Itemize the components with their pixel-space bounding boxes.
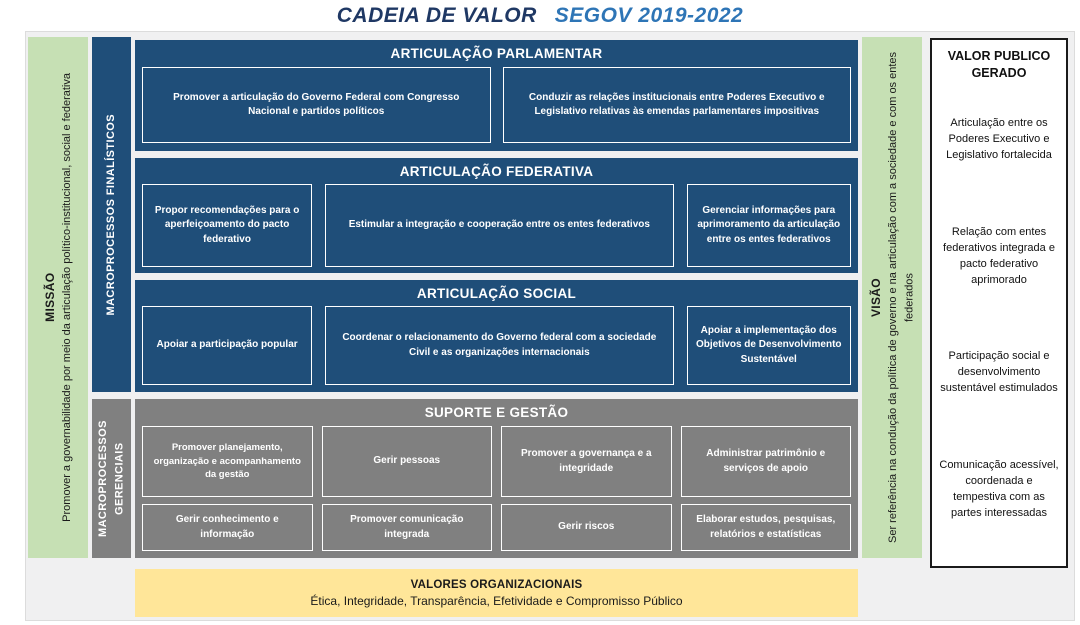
title-sub: SEGOV 2019-2022	[554, 4, 744, 27]
process-box: Apoiar a implementação dos Objetivos de Desenvolvimento Sustentável	[687, 306, 851, 385]
section-title-suporte: SUPORTE E GESTÃO	[424, 405, 569, 420]
vision-label: VISÃO	[868, 278, 883, 317]
macroprocessos-finalisticos-bar	[92, 37, 131, 392]
suporte-box-row-1	[142, 426, 851, 497]
process-box: Gerir conhecimento e informação	[142, 504, 313, 551]
macroprocessos-finalisticos-label: MACROPROCESSOS FINALÍSTICOS	[105, 113, 118, 316]
process-box: Gerir pessoas	[322, 426, 493, 497]
public-value-item: Comunicação acessível, coordenada e tempestiva com as partes interessadas	[939, 458, 1059, 519]
section-title-parlamentar: ARTICULAÇÃO PARLAMENTAR	[390, 46, 603, 61]
process-box: Gerenciar informações para aprimoramento da articulação entre os entes federativos	[687, 184, 851, 267]
parlamentar-box-row	[142, 67, 851, 143]
process-box: Promover planejamento, organização e acompanhamento da gestão	[142, 426, 313, 497]
section-title-federativa: ARTICULAÇÃO FEDERATIVA	[399, 164, 594, 179]
process-box: Elaborar estudos, pesquisas, relatórios e estatísticas	[681, 504, 852, 551]
suporte-box-row-2	[142, 504, 851, 551]
process-box: Estimular a integração e cooperação entre os entes federativos	[325, 184, 674, 267]
values-text: Ética, Integridade, Transparência, Efetividade e Compromisso Público	[310, 593, 683, 608]
process-box: Promover a governança e a integridade	[501, 426, 672, 497]
vision-bar	[862, 37, 922, 558]
federativa-box-row	[142, 184, 851, 267]
values-title: VALORES ORGANIZACIONAIS	[410, 578, 583, 591]
social-box-row	[142, 306, 851, 385]
public-value-item: Articulação entre os Poderes Executivo e Legislativo fortalecida	[946, 117, 1052, 162]
mission-text: Promover a governabilidade por meio da articulação político-institucional, social e federativa	[60, 73, 73, 522]
title-main: CADEIA DE VALOR	[336, 4, 537, 27]
public-value-items	[938, 86, 1060, 552]
section-title-social: ARTICULAÇÃO SOCIAL	[416, 286, 577, 301]
public-value-item: Participação social e desenvolvimento sustentável estimulados	[940, 350, 1058, 395]
section-articulacao-parlamentar	[135, 40, 858, 151]
vision-vertical-text	[867, 37, 918, 558]
process-box: Coordenar o relacionamento do Governo federal com a sociedade Civil e as organizações internacionais	[325, 306, 674, 385]
organizational-values-bar	[135, 569, 858, 617]
mission-bar	[28, 37, 88, 558]
mission-label: MISSÃO	[42, 272, 57, 323]
process-box: Administrar patrimônio e serviços de apoio	[681, 426, 852, 497]
page-title	[0, 4, 1080, 28]
process-box: Gerir riscos	[501, 504, 672, 551]
macroprocessos-gerenciais-label: MACROPROCESSOS GERENCIAIS	[97, 420, 126, 537]
process-box: Conduzir as relações institucionais entre Poderes Executivo e Legislativo relativas às emendas parlamentares impositivas	[503, 67, 852, 143]
mission-vertical-text	[41, 73, 76, 522]
public-value-item: Relação com entes federativos integrada e pacto federativo aprimorado	[943, 225, 1055, 286]
public-value-title: VALOR PUBLICO GERADO	[947, 49, 1051, 80]
process-box: Apoiar a participação popular	[142, 306, 312, 385]
macroprocessos-gerenciais-bar	[92, 399, 131, 558]
macroprocessos-gerenciais-text	[95, 399, 128, 558]
macroprocessos-finalisticos-text	[103, 114, 120, 315]
process-box: Promover comunicação integrada	[322, 504, 493, 551]
process-box: Propor recomendações para o aperfeiçoamento do pacto federativo	[142, 184, 312, 267]
process-box: Promover a articulação do Governo Federal com Congresso Nacional e partidos políticos	[142, 67, 491, 143]
section-articulacao-social	[135, 280, 858, 392]
section-articulacao-federativa	[135, 158, 858, 273]
public-value-box	[930, 38, 1068, 568]
section-suporte-e-gestao	[135, 399, 858, 558]
vision-text: Ser referência na condução da política de governo e na articulação com a sociedade e com os entes federados	[886, 51, 915, 544]
